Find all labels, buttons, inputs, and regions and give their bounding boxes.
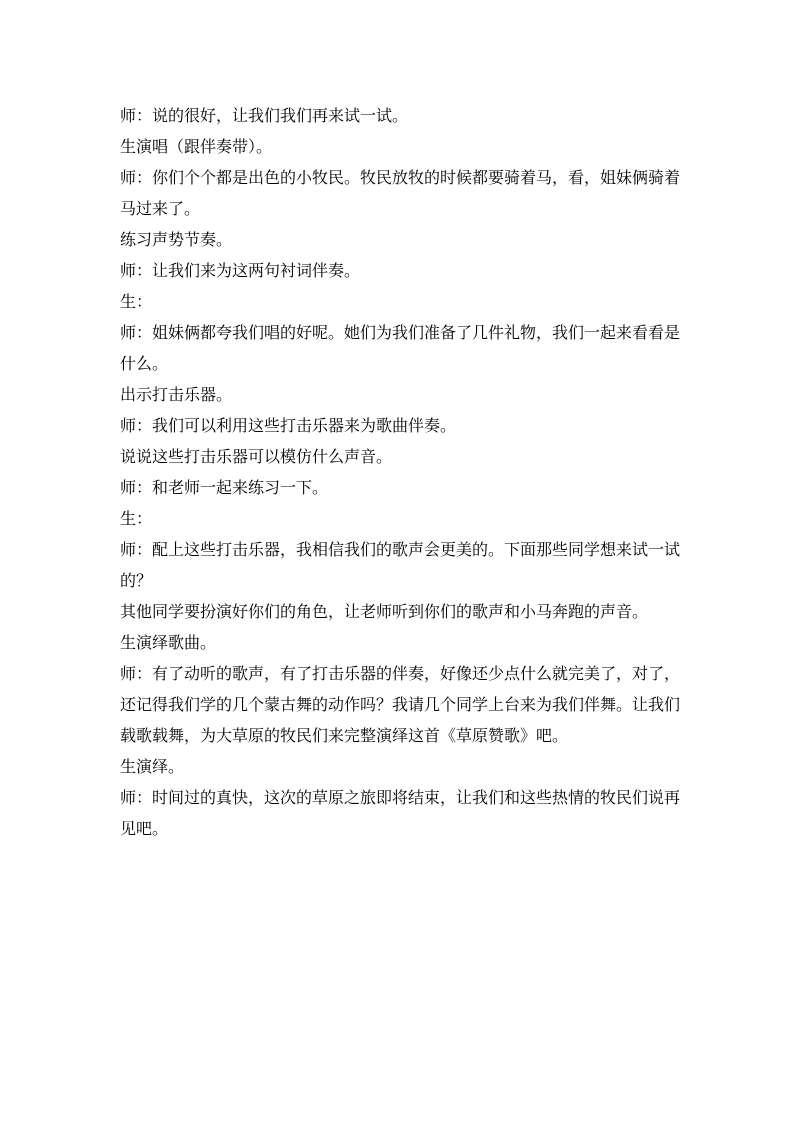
paragraph: 生演唱（跟伴奏带）。 [120,137,273,156]
paragraph: 出示打击乐器。 [120,385,233,404]
document-body [120,100,680,844]
paragraph: 生演绎。 [120,757,185,776]
paragraph: 师：你们个个都是出色的小牧民。牧民放牧的时候都要骑着马，看，姐妹俩骑着马过来了。 [120,168,681,218]
paragraph: 师：配上这些打击乐器，我相信我们的歌声会更美的。下面那些同学想来试一试的？ [120,540,681,590]
paragraph: 师：时间过的真快，这次的草原之旅即将结束，让我们和这些热情的牧民们说再见吧。 [120,788,681,838]
paragraph: 其他同学要扮演好你们的角色，让老师听到你们的歌声和小马奔跑的声音。 [120,602,649,621]
paragraph: 师：有了动听的歌声，有了打击乐器的伴奏，好像还少点什么就完美了，对了，还记得我们学的几个蒙古舞的动作吗？我请几个同学上台来为我们伴舞。让我们载歌载舞，为大草原的牧民们来完整演绎这首《草原赞歌》吧。 [120,664,681,745]
paragraph: 生演绎歌曲。 [120,633,217,652]
paragraph: 师：我们可以利用这些打击乐器来为歌曲伴奏。 [120,416,457,435]
paragraph: 师：让我们来为这两句衬词伴奏。 [120,261,361,280]
paragraph: 生： [120,509,153,528]
paragraph: 师：姐妹俩都夸我们唱的好呢。她们为我们准备了几件礼物，我们一起来看看是什么。 [120,323,681,373]
paragraph: 师：说的很好，让我们我们再来试一试。 [120,106,409,125]
paragraph: 练习声势节奏。 [120,230,233,249]
paragraph: 师：和老师一起来练习一下。 [120,478,329,497]
paragraph: 说说这些打击乐器可以模仿什么声音。 [120,447,393,466]
paragraph: 生： [120,292,153,311]
